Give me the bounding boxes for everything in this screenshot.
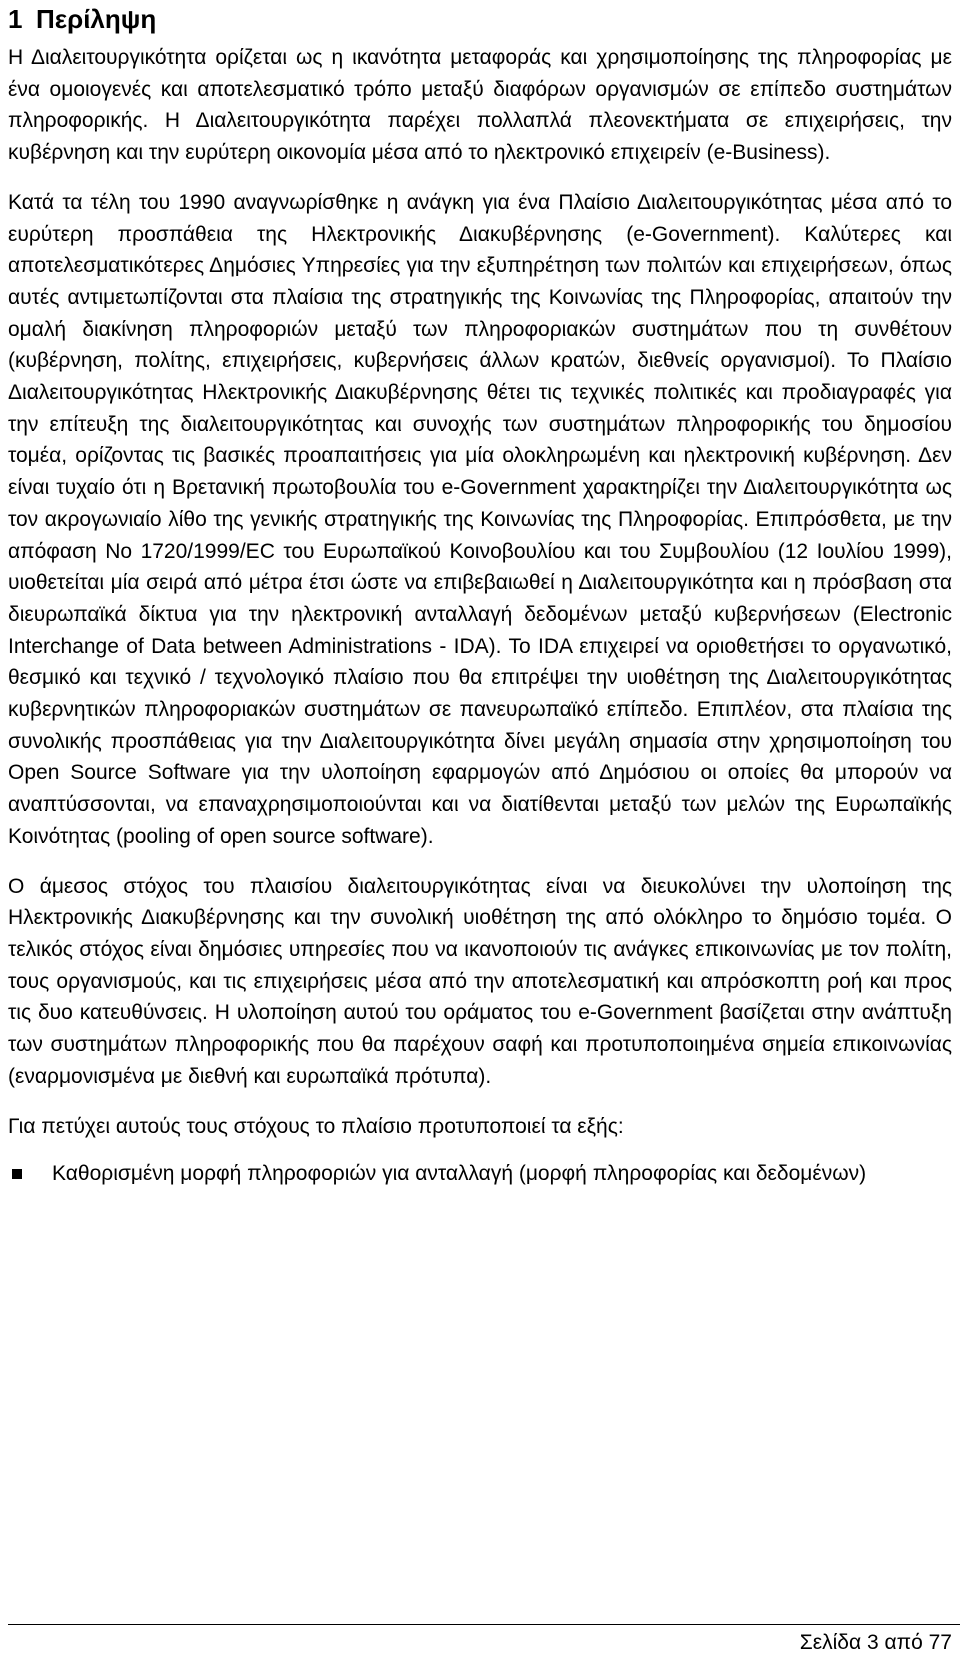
footer-divider	[8, 1624, 960, 1625]
page-number: Σελίδα 3 από 77	[799, 1631, 952, 1654]
section-title: Περίληψη	[36, 4, 157, 34]
square-bullet-icon	[12, 1169, 22, 1179]
document-page	[8, 0, 960, 1660]
list-item-text: Καθορισμένη μορφή πληροφοριών για ανταλλαγή (μορφή πληροφορίας και δεδομένων)	[52, 1162, 867, 1186]
paragraph-background: Κατά τα τέλη του 1990 αναγνωρίσθηκε η ανάγκη για ένα Πλαίσιο Διαλειτουργικότητας μέσα από το ευρύτερη προσπάθεια της Ηλεκτρονικής Διακυβέρνησης (e-Government). Καλύτερες και αποτελεσματικότερες Δημόσιες Υπηρεσίες για την εξυπηρέτηση των πολιτών και επιχειρήσεων, όπως αυτές αντιμετωπίζονται στα πλαίσια της στρατηγικής της Κοινωνίας της Πληροφορίας, απαιτούν την ομαλή διακίνηση πληροφοριών μεταξύ των πληροφοριακών συστημάτων που τη συνθέτουν (κυβέρνηση, πολίτης, επιχειρήσεις, κυβερνήσεις άλλων κρατών, διεθνείς οργανισμοί). Το Πλαίσιο Διαλειτουργικότητας Ηλεκτρονικής Διακυβέρνησης θέτει τις τεχνικές πολιτικές και προδιαγραφές για την επίτευξη της διαλειτουργικότητας και συνοχής των συστημάτων πληροφορικής του δημοσίου τομέα, ορίζοντας τις βασικές προαπαιτήσεις για μία ολοκληρωμένη και ηλεκτρονική κυβέρνηση. Δεν είναι τυχαίο ότι η Βρετανική πρωτοβουλία του e-Government χαρακτηρίζει την Διαλειτουργικότητα ως τον ακρογωνιαίο λίθο της γενικής στρατηγικής της Κοινωνίας της Πληροφορίας. Επιπρόσθετα, με την απόφαση No 1720/1999/EC του Ευρωπαϊκού Κοινοβουλίου και του Συμβουλίου (12 Ιουλίου 1999), υιοθετείται μία σειρά από μέτρα έτσι ώστε να επιβεβαιωθεί η Διαλειτουργικότητα και η πρόσβαση στα διευρωπαϊκά δίκτυα για την ηλεκτρονική ανταλλαγή δεδομένων μεταξύ κυβερνήσεων (Electronic Interchange of Data between Administrations - IDA). Το IDA επιχειρεί να οριοθετήσει το οργανωτικό, θεσμικό και τεχνικό / τεχνολογικό πλαίσιο που θα επιτρέψει την υιοθέτηση της Διαλειτουργικότητας κυβερνητικών πληροφοριακών συστημάτων σε πανευρωπαϊκό επίπεδο. Επιπλέον, στα πλαίσια της συνολικής προσπάθειας για την Διαλειτουργικότητα δίνει μεγάλη σημασία στην χρησιμοποίηση του Open Source Software για την υλοποίηση εφαρμογών από Δημόσιου οι οποίες θα μπορούν να αναπτύσσονται, να επαναχρησιμοποιούνται και να διατίθενται μεταξύ των μελών της Ευρωπαϊκής Κοινότητας (pooling of open source software).	[8, 190, 952, 848]
list-item	[8, 1158, 952, 1190]
paragraph-list-intro: Για πετύχει αυτούς τους στόχους το πλαίσιο προτυποποιεί τα εξής:	[8, 1114, 624, 1138]
section-number: 1	[8, 4, 23, 34]
paragraph-definition: Η Διαλειτουργικότητα ορίζεται ως η ικανότητα μεταφοράς και χρησιμοποίησης της πληροφορίας με ένα ομοιογενές και αποτελεσματικό τρόπο μεταξύ διαφόρων οργανισμών σε επίπεδο συστημάτων πληροφορικής. Η Διαλειτουργικότητα παρέχει πολλαπλά πλεονεκτήματα σε επιχειρήσεις, την κυβέρνηση και την ευρύτερη οικονομία μέσα από το ηλεκτρονικό επιχειρείν (e-Business).	[8, 46, 952, 165]
section-heading	[8, 0, 960, 38]
paragraph-goals: Ο άμεσος στόχος του πλαισίου διαλειτουργικότητας είναι να διευκολύνει την υλοποίηση της Ηλεκτρονικής Διακυβέρνησης και την συνολική υιοθέτηση της από ολόκληρο το δημόσιο τομέα. Ο τελικός στόχος είναι δημόσιες υπηρεσίες που να ικανοποιούν τις ανάγκες επικοινωνίας με τον πολίτη, τους οργανισμούς, και τις επιχειρήσεις μέσα από την αποτελεσματική και απρόσκοπτη ροή και προς τις δυο κατευθύνσεις. Η υλοποίηση αυτού του οράματος του e-Government βασίζεται στην ανάπτυξη των συστημάτων πληροφορικής που θα παρέχουν σαφή και προτυποποιημένα σημεία επικοινωνίας (εναρμονισμένα με διεθνή και ευρωπαϊκά πρότυπα).	[8, 874, 952, 1088]
standards-list	[8, 1158, 952, 1190]
